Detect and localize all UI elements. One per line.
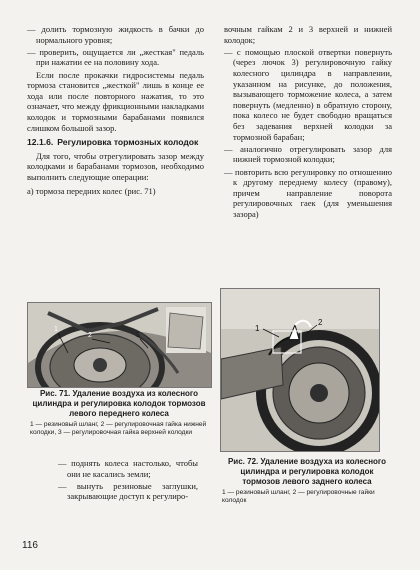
callout-1: 1	[255, 324, 260, 333]
list-item: — поднять колеса настолько, чтобы они не касались земли;	[58, 458, 198, 479]
figure-71-legend: 1 — резиновый шланг, 2 — регулировочная гайка нижней колодки, 3 — регулировочная гайка верхней колодки	[30, 421, 207, 436]
list-item: — вынуть резиновые заглушки, закрывающие доступ к регулиро-	[58, 480, 198, 502]
list-item-a: а) тормоза передних колес (рис. 71)	[27, 185, 156, 196]
section-number: 12.1.6.	[27, 137, 54, 148]
list-item: — с помощью плоской отвертки повернуть (через лючок 3) регулировочную гайку колесного цилиндра в направлении, указанном на рисунке, до положения, вызывающего торможение колеса, а затем повернуть (медленно) в обратную сторону, пока колесо не будет свободно вращаться без задевания верхней колодки за тормозной барабан;	[224, 46, 392, 142]
figure-71-drawing	[28, 303, 211, 387]
right-column	[224, 24, 392, 221]
section-title: Регулировка тормозных колодок	[57, 137, 199, 148]
callout-3: 3	[136, 332, 140, 339]
figure-72-caption	[222, 457, 392, 504]
figure-71-title: Рис. 71. Удаление воздуха из колесного цилиндра и регулировка колодок тормозов левого переднего колеса	[32, 389, 206, 418]
figure-72-title: Рис. 72. Удаление воздуха из колесного цилиндра и регулировка колодок тормозов левого заднего колеса	[227, 457, 387, 486]
callout-2: 2	[318, 318, 323, 327]
figure-71-image	[27, 302, 212, 388]
callout-1: 1	[54, 326, 58, 333]
paragraph: Если после прокачки гидросистемы педаль тормоза становится „жесткой" лишь в конце ее хода или после повторного нажатия, то это означает, что между фрикционными накладками колодок и тормозными барабанами появился слишком большой зазор.	[27, 69, 204, 133]
page-number: 116	[22, 540, 38, 551]
list-item: вочным гайкам 2 и 3 верхней и нижней колодок;	[224, 24, 392, 45]
intro-paragraph: Для того, чтобы отрегулировать зазор между колодками и барабанами тормозов, необходимо выполнить следующие операции:	[27, 150, 204, 182]
bottom-list	[58, 458, 198, 504]
list-item: — проверить, ощущается ли „жесткая" педаль при нажатии ее на половину хода.	[27, 46, 204, 68]
figure-72-drawing	[221, 289, 379, 451]
figure-72-image	[220, 288, 380, 452]
section-heading	[27, 137, 204, 148]
list-item: — повторить всю регулировку по отношению к другому переднему колесу (правому), причем направление поворота регулировочных гаек (для уменьшения зазора)	[224, 166, 392, 219]
figure-71-caption	[30, 389, 208, 436]
list-item: — аналогично отрегулировать зазор для нижней тормозной колодки;	[224, 143, 392, 165]
figure-72-legend: 1 — резиновый шланг, 2 — регулировочные гайки колодок	[222, 489, 375, 504]
list-item: — долить тормозную жидкость в бачки до нормального уровня;	[27, 24, 204, 45]
left-column	[27, 24, 204, 198]
callout-2: 2	[88, 332, 92, 339]
